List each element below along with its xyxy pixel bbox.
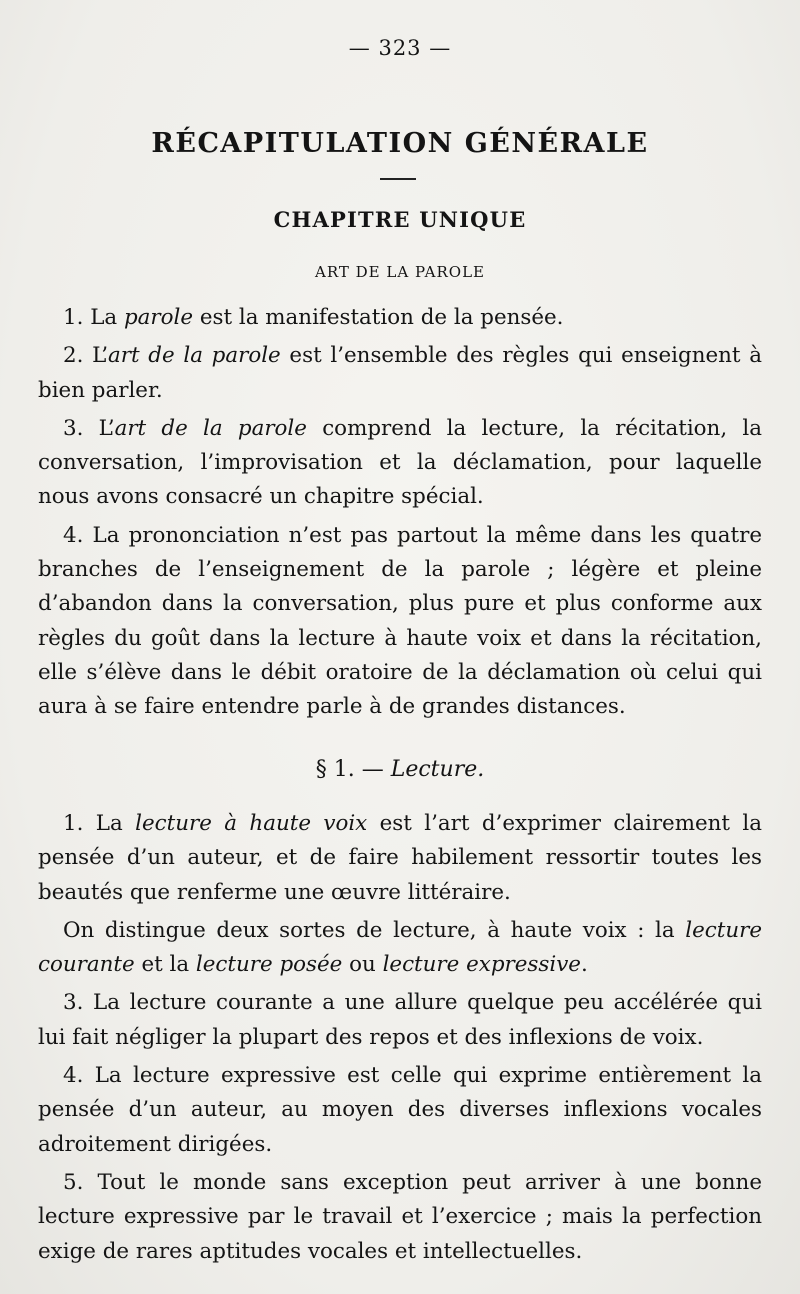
page-title: RÉCAPITULATION GÉNÉRALE — [151, 128, 649, 159]
paragraph: On distingue deux sortes de lecture, à haute voix : la lecture courante et la lecture posée ou lecture expressive. — [38, 917, 762, 978]
paragraph: 3. La lecture courante a une allure quelque peu accélérée qui lui fait négliger la plupart des repos et des inflexions de voix. — [38, 990, 762, 1050]
paragraph: 3. L’art de la parole comprend la lecture, la récitation, la conversation, l’improvisation et la déclamation, pour laquelle nous avons consacré un chapitre spécial. — [38, 415, 762, 510]
paragraph: 4. La lecture expressive est celle qui exprime entièrement la pensée d’un auteur, au moyen des diverses inflexions vocales adroitement dirigées. — [38, 1063, 762, 1157]
paragraph: 1. La parole est la manifestation de la pensée. — [63, 305, 564, 330]
paragraph: 2. L’art de la parole est l’ensemble des règles qui enseignent à bien parler. — [38, 343, 762, 403]
section-heading: § 1. — Lecture. — [315, 757, 485, 782]
title-divider — [380, 178, 416, 180]
intro-paragraphs — [38, 301, 762, 729]
paragraph: 1. La lecture à haute voix est l’art d’exprimer clairement la pensée d’un auteur, et de faire habilement ressortir toutes les beautés que renferme une œuvre littéraire. — [38, 811, 762, 905]
subheading: ART DE LA PAROLE — [315, 263, 485, 281]
paragraph: 4. La prononciation n’est pas partout la même dans les quatre branches de l’enseignement de la parole ; légère et pleine d’abandon dans la conversation, plus pure et plus conforme aux règles du goût dans la lecture à haute voix et dans la récitation, elle s’élève dans le débit oratoire de la déclamation où celui qui aura à se faire entendre parle à de grandes distances. — [38, 522, 762, 720]
page-number: — 323 — — [348, 36, 452, 60]
paragraph: 5. Tout le monde sans exception peut arriver à une bonne lecture expressive par le travail et l’exercice ; mais la perfection exige de rares aptitudes vocales et intellectuelles. — [38, 1169, 762, 1264]
chapter-heading: CHAPITRE UNIQUE — [273, 207, 527, 232]
lecture-paragraphs — [38, 807, 762, 1273]
